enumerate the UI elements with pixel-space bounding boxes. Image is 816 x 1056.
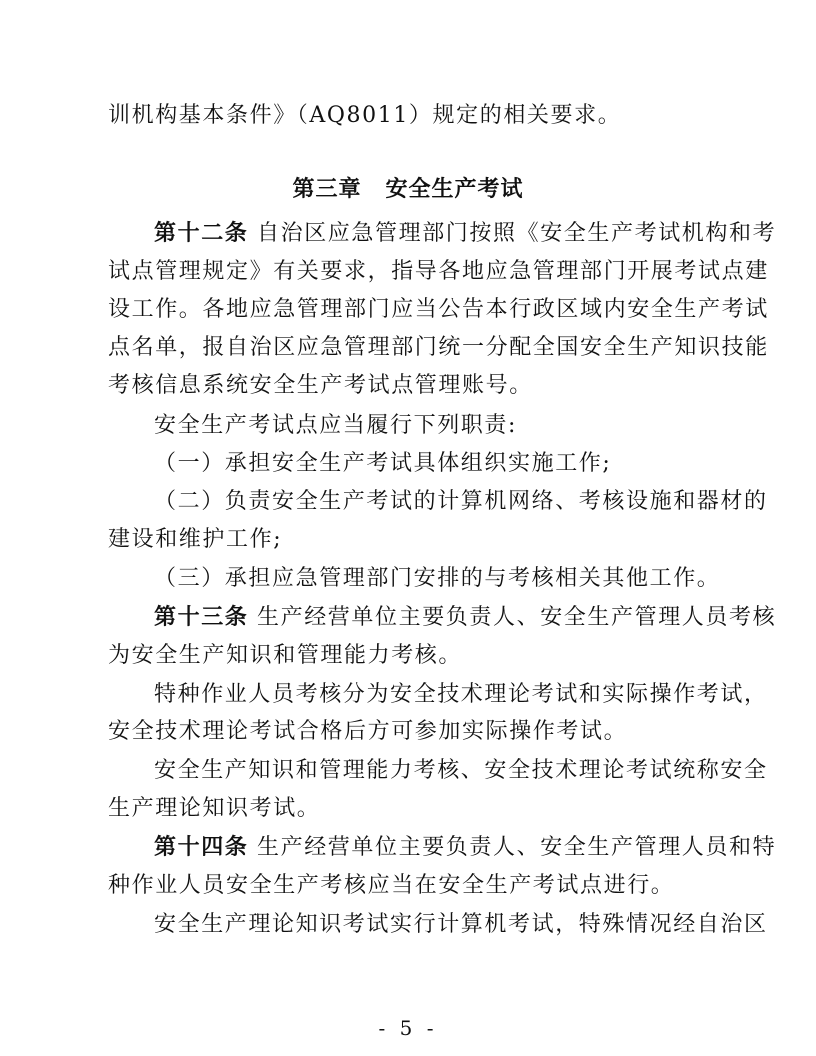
text-line: 设工作。各地应急管理部门应当公告本行政区域内安全生产考试 (108, 297, 769, 322)
text-line: 种作业人员安全生产考核应当在安全生产考试点进行。 (108, 873, 675, 898)
text-line: 安全生产考试点应当履行下列职责: (154, 413, 518, 438)
article-14-first-line (154, 834, 777, 862)
chapter-heading (0, 176, 816, 204)
text-line: 考核信息系统安全生产考试点管理账号。 (108, 373, 533, 398)
article-12-first-line (154, 220, 777, 248)
text-line: 自治区应急管理部门按照《安全生产考试机构和考 (257, 221, 777, 246)
article-13-label: 第十三条 (154, 605, 249, 630)
list-item: （二）负责安全生产考试的计算机网络、考核设施和器材的 (154, 489, 768, 514)
article-12-label: 第十二条 (154, 221, 249, 246)
text-line: 生产理论知识考试。 (108, 796, 321, 821)
text-line: 点名单，报自治区应急管理部门统一分配全国安全生产知识技能 (108, 335, 769, 360)
text-line: 试点管理规定》有关要求，指导各地应急管理部门开展考试点建 (108, 259, 769, 284)
chapter-title: 安全生产考试 (385, 177, 524, 202)
text-line: 生产经营单位主要负责人、安全生产管理人员和特 (257, 835, 777, 860)
text-line: 生产经营单位主要负责人、安全生产管理人员考核 (257, 605, 777, 630)
text-line: 安全生产理论知识考试实行计算机考试，特殊情况经自治区 (154, 912, 768, 937)
page-number: - 5 - (378, 1016, 438, 1040)
text-line: 建设和维护工作; (108, 527, 283, 552)
list-item: （一）承担安全生产考试具体组织实施工作; (154, 451, 612, 476)
chapter-number: 第三章 (292, 177, 362, 202)
text-line: 安全生产知识和管理能力考核、安全技术理论考试统称安全 (154, 758, 768, 783)
text-line: 为安全生产知识和管理能力考核。 (108, 643, 463, 668)
text-line: 特种作业人员考核分为安全技术理论考试和实际操作考试， (154, 682, 768, 707)
list-item: （三）承担应急管理部门安排的与考核相关其他工作。 (154, 566, 721, 591)
text-line: 安全技术理论考试合格后方可参加实际操作考试。 (108, 719, 628, 744)
article-14-label: 第十四条 (154, 835, 249, 860)
text-line: 训机构基本条件》（AQ8011）规定的相关要求。 (108, 103, 622, 128)
article-13-first-line (154, 604, 777, 632)
